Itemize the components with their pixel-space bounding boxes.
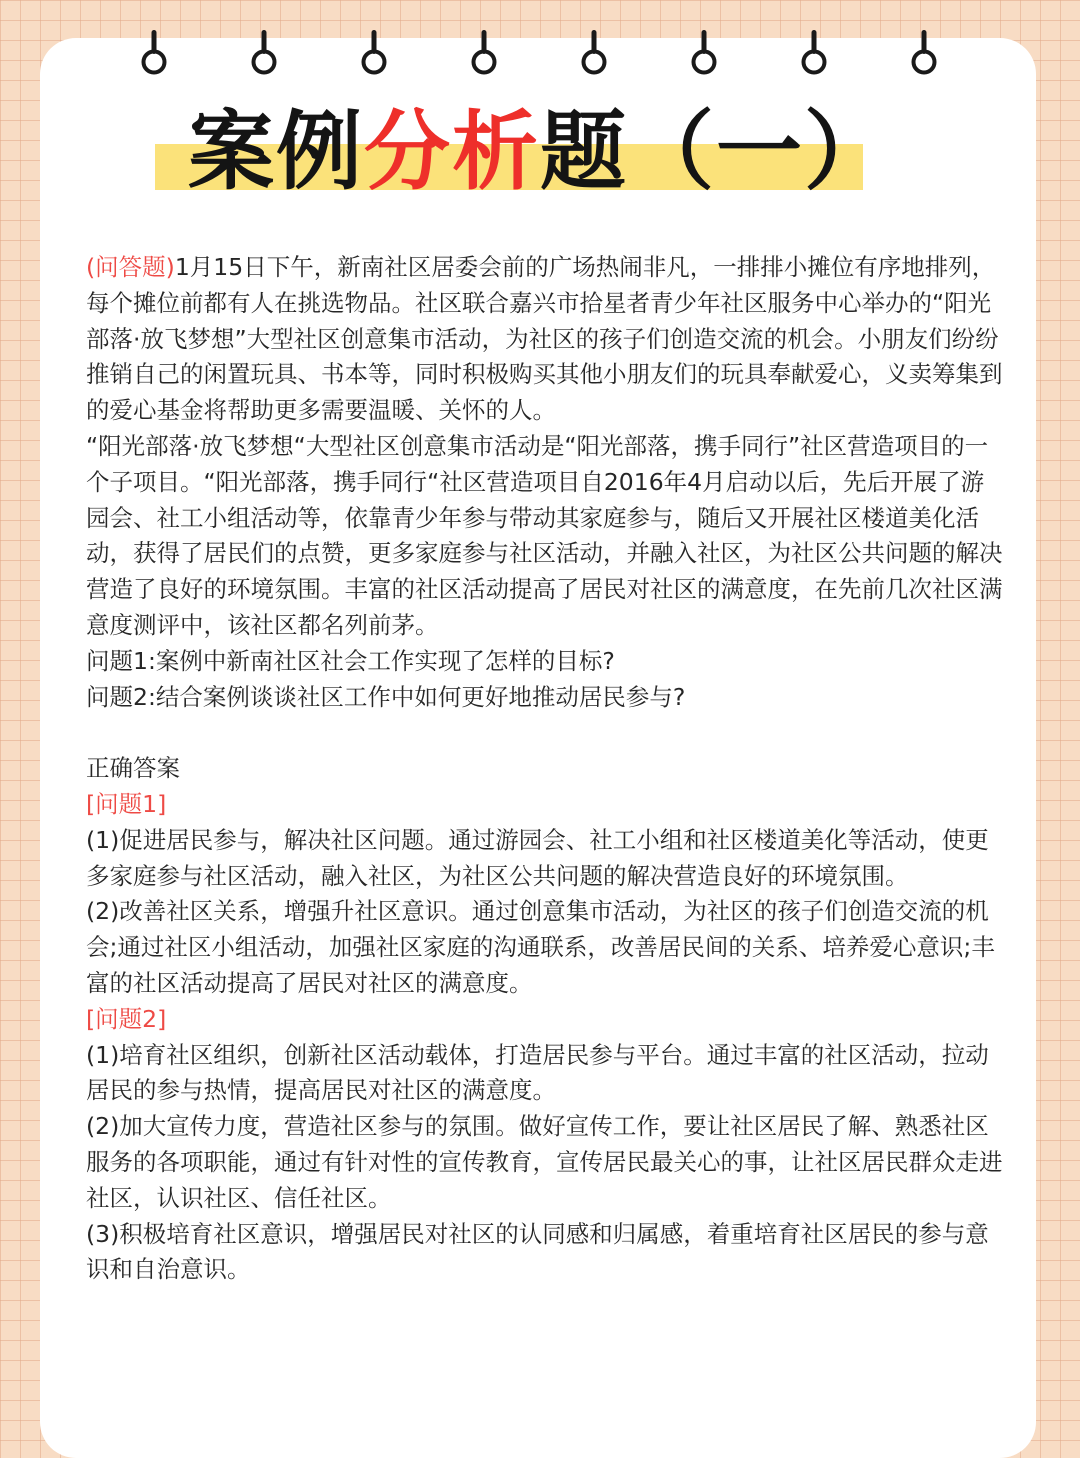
answer-tag-2: [问题2] [86,1004,167,1033]
case-paragraph-2: “阳光部落·放飞梦想“大型社区创意集市活动是“阳光部落，携手同行”社区营造项目的一个子项目。“阳光部落，携手同行“社区营造项目自2016年4月启动以后，先后开展了游园会、社工小组活动等，依靠青少年参与带动其家庭参与，随后又开展社区楼道美化活动，获得了居民们的点赞，更多家庭参与社区活动，并融入社区，为社区公共问题的解决营造了良好的环境氛围。丰富的社区活动提高了居民对社区的满意度，在先前几次社区满意度测评中，该社区都名列前茅。 [86,431,1003,639]
answer-1-point-1: (1)促进居民参与，解决社区问题。通过游园会、社工小组和社区楼道美化等活动，使更多家庭参与社区活动，融入社区，为社区公共问题的解决营造良好的环境氛围。 [86,825,989,890]
binder-ring-icon [140,28,168,78]
question-type-tag: (问答题) [86,253,175,281]
question-2: 问题2:结合案例谈谈社区工作中如何更好地推动居民参与? [86,682,686,711]
title-block [0,92,1080,212]
binder-ring-icon [580,28,608,78]
binder-ring-icon [690,28,718,78]
question-1: 问题1:案例中新南社区社会工作实现了怎样的目标? [86,646,615,675]
page-title [0,92,1080,212]
answer-2-point-1: (1)培育社区组织，创新社区活动载体，打造居民参与平台。通过丰富的社区活动，拉动居民的参与热情，提高居民对社区的满意度。 [86,1040,989,1105]
title-part-1: 案例 [188,102,364,202]
binder-ring-icon [250,28,278,78]
content-body [86,250,1006,1288]
binder-ring-icon [470,28,498,78]
binder-rings [0,0,1080,90]
case-paragraph-1 [86,250,1006,429]
binder-ring-icon [800,28,828,78]
spacer [86,715,1006,751]
answer-2-point-2: (2)加大宣传力度，营造社区参与的氛围。做好宣传工作，要让社区居民了解、熟悉社区服务的各项职能，通过有针对性的宣传教育，宣传居民最关心的事，让社区居民群众走进社区，认识社区、信任社区。 [86,1112,1003,1212]
answer-tag-1: [问题1] [86,789,167,818]
answer-heading: 正确答案 [86,754,180,783]
binder-ring-icon [910,28,938,78]
title-part-3: 题（一） [540,102,892,202]
title-part-2-red: 分析 [364,102,540,202]
answer-1-point-2: (2)改善社区关系，增强升社区意识。通过创意集市活动，为社区的孩子们创造交流的机会;通过社区小组活动，加强社区家庭的沟通联系，改善居民间的关系、培养爱心意识;丰富的社区活动提高了居民对社区的满意度。 [86,897,995,997]
binder-ring-icon [360,28,388,78]
answer-2-point-3: (3)积极培育社区意识，增强居民对社区的认同感和归属感，着重培育社区居民的参与意识和自治意识。 [86,1219,989,1284]
case-paragraph-1-text: 1月15日下午，新南社区居委会前的广场热闹非凡，一排排小摊位有序地排列，每个摊位前都有人在挑选物品。社区联合嘉兴市拾星者青少年社区服务中心举办的“阳光部落·放飞梦想”大型社区创意集市活动，为社区的孩子们创造交流的机会。小朋友们纷纷推销自己的闲置玩具、书本等，同时积极购买其他小朋友们的玩具奉献爱心，义卖筹集到的爱心基金将帮助更多需要温暖、关怀的人。 [86,253,1003,425]
